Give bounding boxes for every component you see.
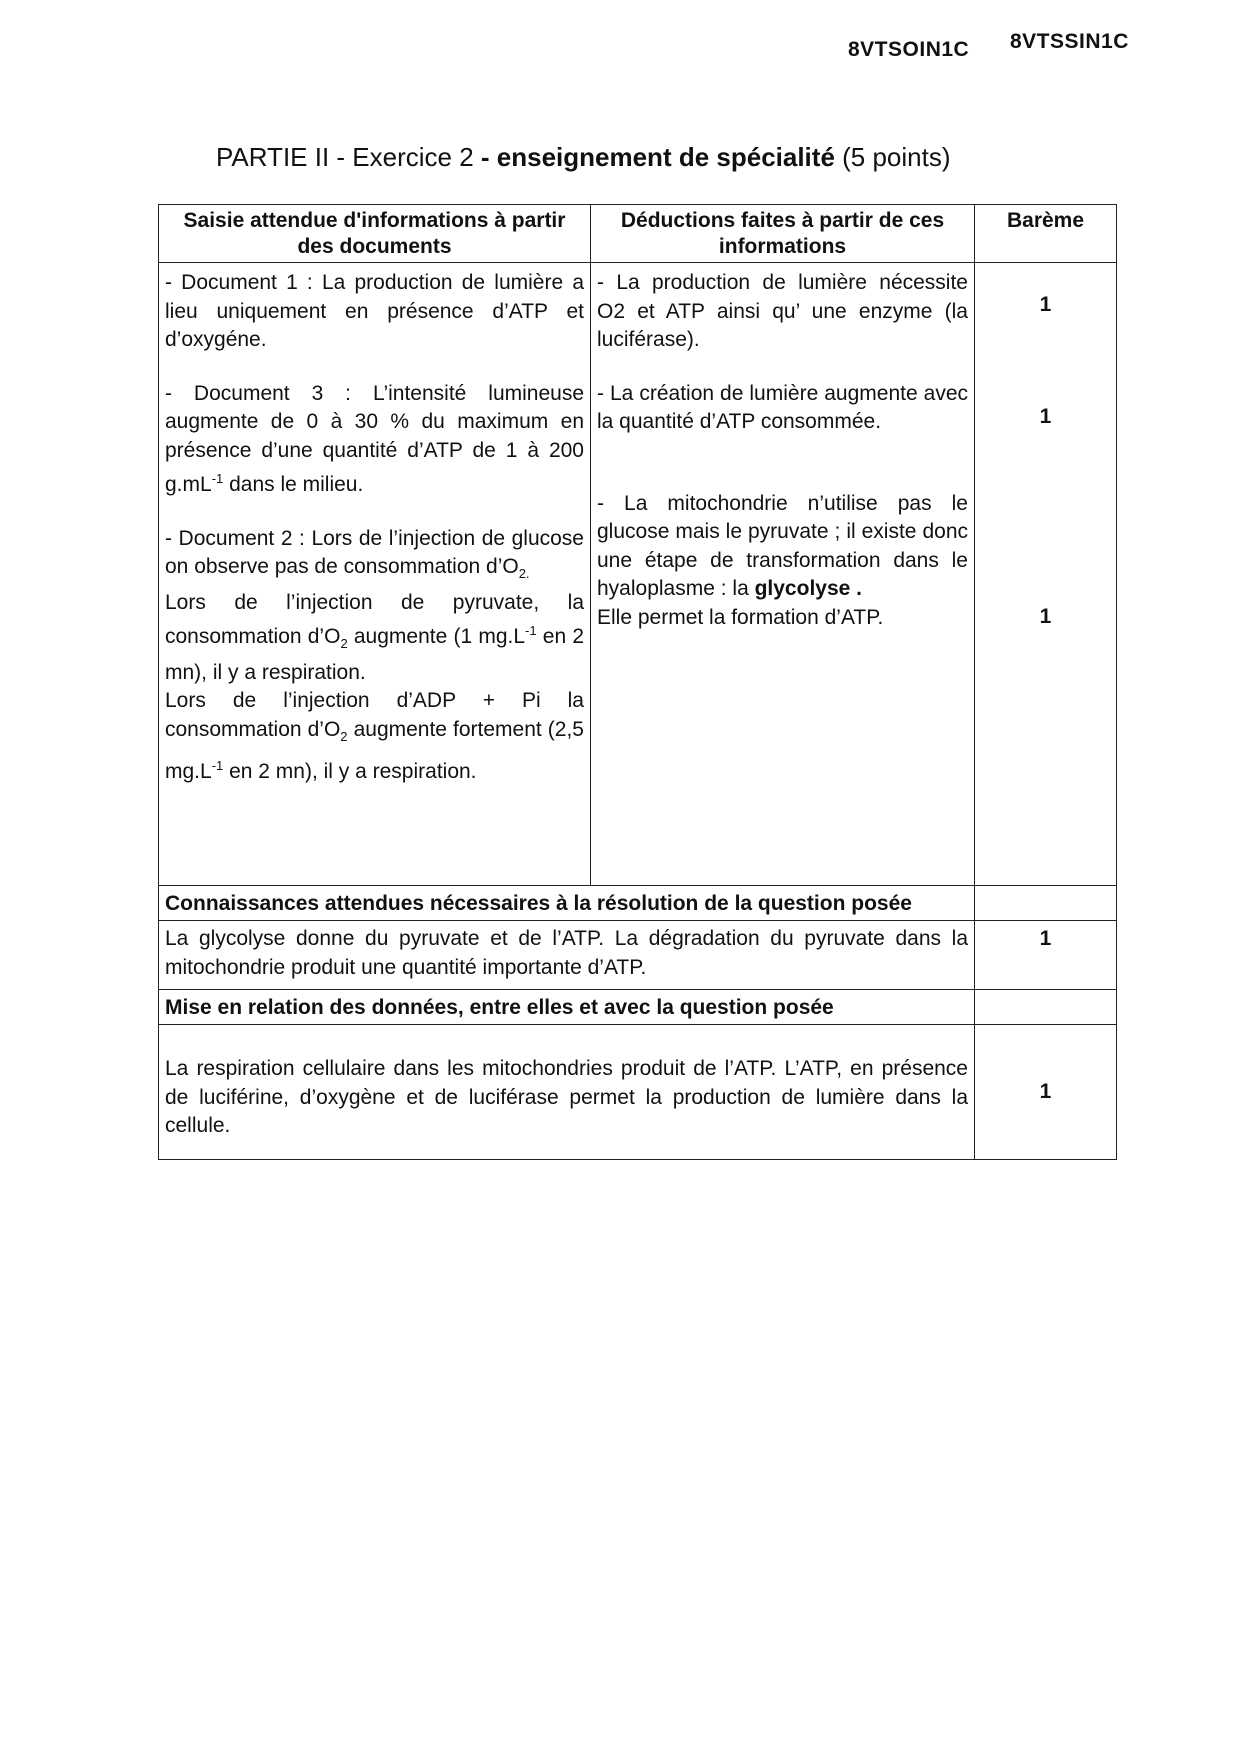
grading-table <box>158 204 1117 1160</box>
info-doc2-p2-text-b: augmente (1 mg.L <box>347 625 526 649</box>
deduction-doc2-bold: glycolyse . <box>754 577 862 600</box>
score-cell <box>975 263 1117 886</box>
relation-heading: Mise en relation des données, entre elles et avec la question posée <box>159 990 975 1025</box>
info-doc2-p2-sub: 2 <box>340 636 348 652</box>
info-doc3-sup: -1 <box>211 471 224 486</box>
info-doc1: - Document 1 : La production de lumière a lieu uniquement en présence d’ATP et d’oxygéne. <box>165 271 584 351</box>
score-doc1: 1 <box>1039 293 1052 316</box>
deduction-cell <box>591 263 975 886</box>
info-doc2-p2-sup: -1 <box>525 623 537 639</box>
info-doc2-p3-text: Lors de l’injection d’ADP + Pi la consommation d’O <box>165 689 584 741</box>
relation-text: La respiration cellulaire dans les mitochondries produit de l’ATP. L’ATP, en présence de luciférine, d’oxygène et de luciférase permet la production de lumière dans la cellule. <box>159 1025 975 1160</box>
table-row <box>159 263 1117 886</box>
info-doc3-text: - Document 3 : L’intensité lumineuse augmente de 0 à 30 % du maximum en présence d’une quantité d’ATP de 1 à 200 g.mL <box>165 381 584 496</box>
info-doc2-p3-sub: 2 <box>340 729 348 745</box>
info-doc3 <box>165 380 584 500</box>
info-doc2-p3-text-b: augmente fortement (2,5 mg.L <box>165 717 584 783</box>
info-doc2-p1 <box>165 525 584 589</box>
header-info: Saisie attendue d'informations à partir des documents <box>159 205 591 263</box>
info-doc2-p3-text-c: en 2 mn), il y a respiration. <box>223 759 477 783</box>
header-deduction: Déductions faites à partir de ces informations <box>591 205 975 263</box>
info-doc2-p1-text: - Document 2 : Lors de l’injection de glucose on observe pas de consommation d’O <box>165 526 584 578</box>
header-score: Barème <box>975 205 1117 263</box>
knowledge-heading-score <box>975 886 1117 921</box>
knowledge-heading-row <box>159 886 1117 921</box>
deduction-doc2 <box>597 490 968 633</box>
knowledge-score: 1 <box>975 921 1117 990</box>
table-header-row <box>159 205 1117 263</box>
deduction-doc2-text: - La mitochondrie n’utilise pas le glucose mais le pyruvate ; il existe donc une étape de transformation dans le hyaloplasme : la <box>597 491 968 600</box>
knowledge-text: La glycolyse donne du pyruvate et de l’ATP. La dégradation du pyruvate dans la mitochondrie produit une quantité importante d’ATP. <box>159 921 975 990</box>
title-suffix: (5 points) <box>834 142 951 172</box>
info-doc2-p2-text-c: en 2 mn), il y a respiration. <box>165 625 584 684</box>
info-doc2 <box>165 525 584 787</box>
knowledge-heading: Connaissances attendues nécessaires à la résolution de la question posée <box>159 886 975 921</box>
title-bold: - enseignement de spécialité <box>480 142 835 172</box>
deduction-doc3: - La création de lumière augmente avec la quantité d’ATP consommée. <box>597 381 968 433</box>
relation-row <box>159 1025 1117 1160</box>
deduction-doc1: - La production de lumière nécessite O2 et ATP ainsi qu’ une enzyme (la luciférase). <box>597 271 968 351</box>
info-doc2-p1-sub: 2. <box>518 566 530 582</box>
document-code-1: 8VTSOIN1C <box>848 38 970 61</box>
document-code-2: 8VTSSIN1C <box>1010 30 1129 53</box>
info-doc2-p3 <box>165 687 584 786</box>
page-title <box>216 142 951 173</box>
score-doc2: 1 <box>1039 605 1052 628</box>
info-cell <box>159 263 591 886</box>
relation-heading-score <box>975 990 1117 1025</box>
info-doc2-p2-text: Lors de l’injection de pyruvate, la consommation d’O <box>165 590 584 649</box>
title-prefix: PARTIE II - Exercice 2 <box>216 142 481 172</box>
info-doc3-text-end: dans le milieu. <box>223 473 364 496</box>
knowledge-row <box>159 921 1117 990</box>
relation-heading-row <box>159 990 1117 1025</box>
relation-score: 1 <box>975 1025 1117 1160</box>
info-doc2-p3-sup: -1 <box>211 757 224 773</box>
info-doc2-p2 <box>165 589 584 688</box>
deduction-doc2-text-end: Elle permet la formation d’ATP. <box>597 605 884 629</box>
score-doc3: 1 <box>1039 405 1052 428</box>
